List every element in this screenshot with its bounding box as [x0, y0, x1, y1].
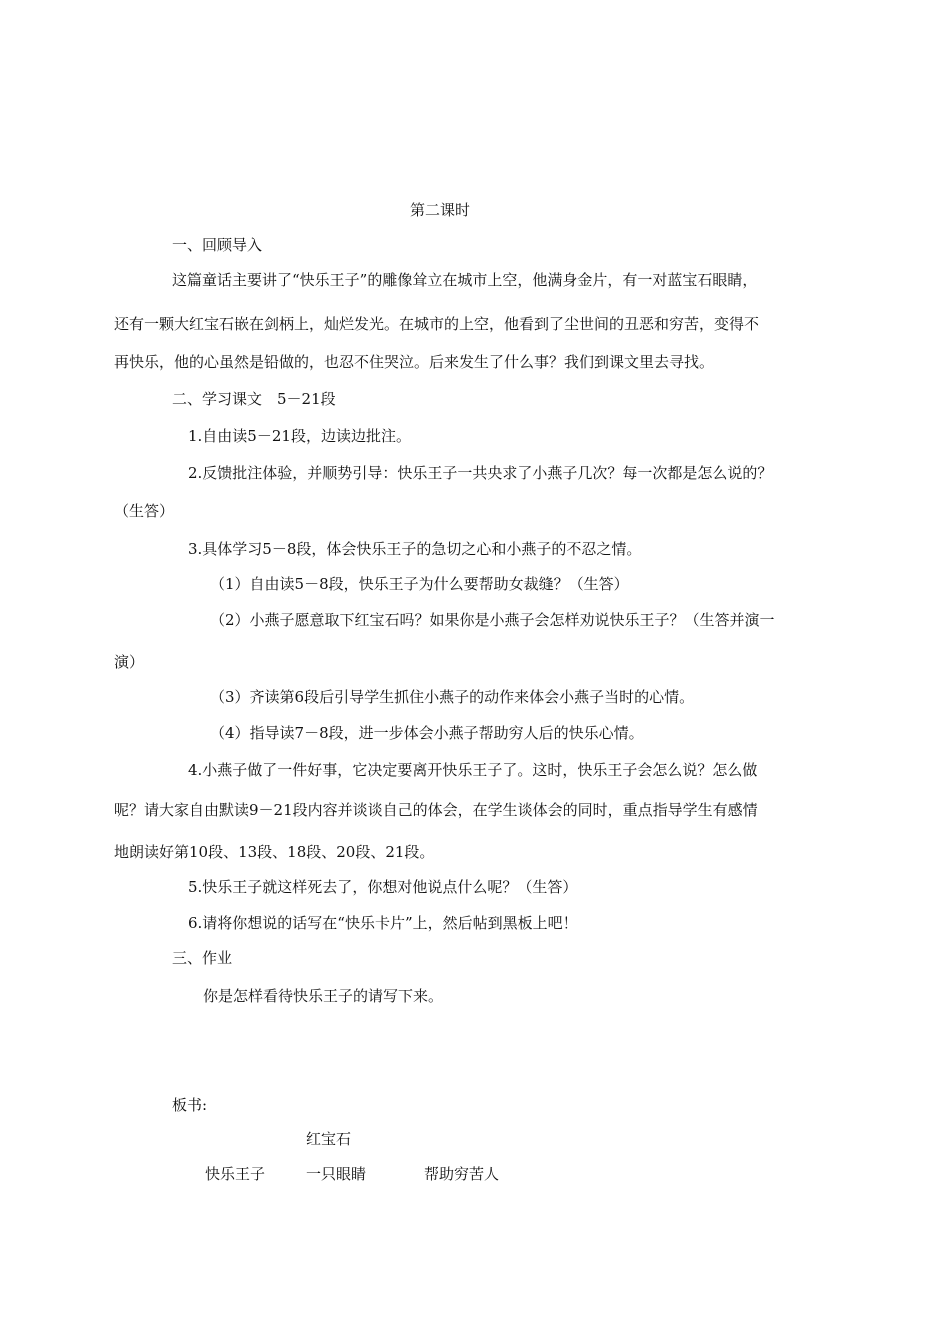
list-item: 3.具体学习5－8段，体会快乐王子的急切之心和小燕子的不忍之情。 — [188, 540, 642, 558]
list-item: 6.请将你想说的话写在“快乐卡片”上，然后帖到黑板上吧！ — [188, 914, 578, 932]
list-item: （生答） — [114, 502, 175, 520]
board-item: 红宝石 — [306, 1130, 352, 1148]
section-heading: 三、作业 — [172, 949, 233, 967]
board-item: 快乐王子 — [205, 1165, 266, 1183]
sub-list-item: （3）齐读第6段后引导学生抓住小燕子的动作来体会小燕子当时的心情。 — [210, 688, 695, 706]
page-title: 第二课时 — [409, 201, 470, 219]
paragraph-line: 再快乐，他的心虽然是铅做的，也忍不住哭泣。后来发生了什么事？我们到课文里去寻找。 — [114, 353, 715, 371]
sub-list-item: （1）自由读5－8段，快乐王子为什么要帮助女裁缝？（生答） — [210, 575, 629, 593]
board-label: 板书: — [172, 1096, 208, 1114]
paragraph-line: 还有一颗大红宝石嵌在剑柄上，灿烂发光。在城市的上空，他看到了尘世间的丑恶和穷苦，变得不 — [114, 315, 760, 333]
paragraph-line: 你是怎样看待快乐王子的请写下来。 — [203, 987, 444, 1005]
list-item: 5.快乐王子就这样死去了，你想对他说点什么呢？（生答） — [188, 878, 578, 896]
list-item: 2.反馈批注体验，并顺势引导：快乐王子一共央求了小燕子几次？每一次都是怎么说的？ — [188, 464, 773, 482]
list-item: 地朗读好第10段、13段、18段、20段、21段。 — [114, 843, 435, 861]
list-item: 1.自由读5－21段，边读边批注。 — [188, 427, 411, 445]
sub-list-item: 演） — [114, 653, 145, 671]
section-heading: 一、回顾导入 — [172, 236, 263, 254]
sub-list-item: （2）小燕子愿意取下红宝石吗？如果你是小燕子会怎样劝说快乐王子？（生答并演一 — [210, 611, 775, 629]
board-item: 帮助穷苦人 — [424, 1165, 500, 1183]
sub-list-item: （4）指导读7－8段，进一步体会小燕子帮助穷人后的快乐心情。 — [210, 724, 644, 742]
board-item: 一只眼睛 — [306, 1165, 367, 1183]
section-heading: 二、学习课文 5－21段 — [172, 390, 336, 408]
list-item: 呢？请大家自由默读9－21段内容并谈谈自己的体会，在学生谈体会的同时，重点指导学生有感情 — [114, 801, 758, 819]
paragraph-line: 这篇童话主要讲了“快乐王子”的雕像耸立在城市上空，他满身金片，有一对蓝宝石眼睛， — [172, 271, 758, 289]
list-item: 4.小燕子做了一件好事，它决定要离开快乐王子了。这时，快乐王子会怎么说？怎么做 — [188, 761, 758, 779]
